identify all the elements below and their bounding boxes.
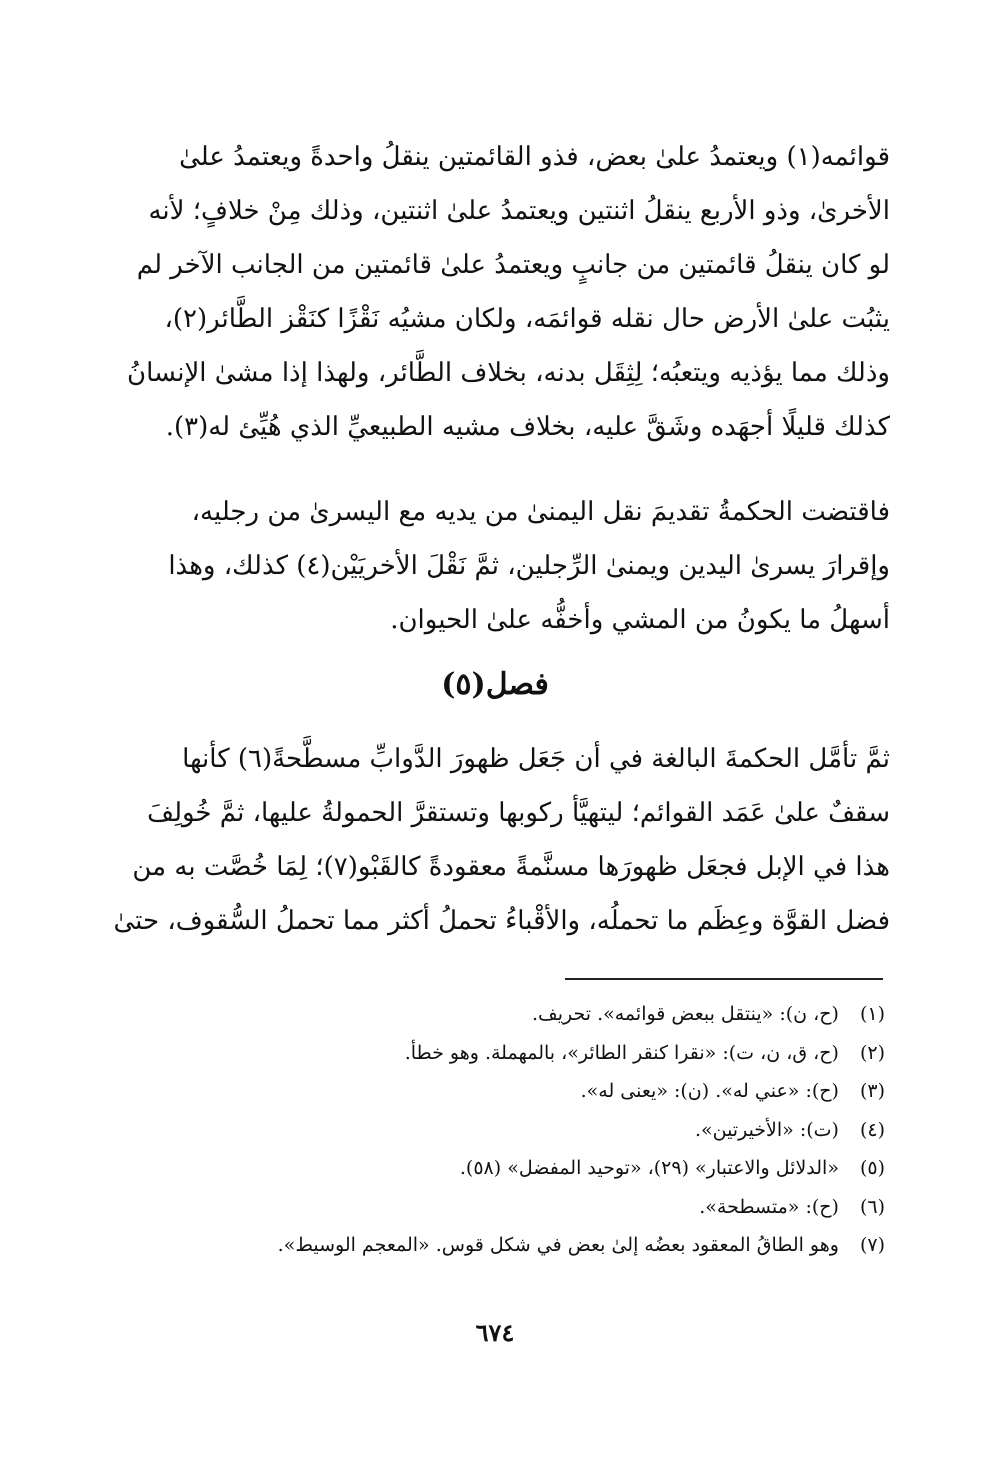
footnotes — [110, 995, 885, 1265]
text-line: هذا في الإبل فجعَل ظهورَها مسنَّمةً معقودةً كالقَبْو(٧)؛ لِمَا خُصَّت به من — [132, 852, 890, 882]
text-line: فاقتضت الحكمةُ تقديمَ نقل اليمنىٰ من يديه مع اليسرىٰ من رجليه، — [191, 497, 890, 527]
footnote — [110, 1034, 885, 1073]
text-line: الأخرىٰ، وذو الأربع ينقلُ اثنتين ويعتمدُ علىٰ اثنتين، وذلك مِنْ خلافٍ؛ لأنه — [148, 196, 890, 226]
text-line: كذلك قليلًا أجهَده وشَقَّ عليه، بخلاف مشيه الطبيعيِّ الذي هُيِّئ له(٣). — [165, 412, 890, 442]
footnote — [110, 1111, 885, 1150]
footnote-number: (٤) — [859, 1118, 885, 1141]
footnote-separator — [565, 978, 883, 980]
text-line: ثمَّ تأمَّل الحكمةَ البالغة في أن جَعَل ظهورَ الدَّوابِّ مسطَّحةً(٦) كأنها — [182, 744, 890, 774]
footnote-text: (ح، ن): «ينتقل ببعض قوائمه». تحريف. — [532, 1003, 839, 1025]
text-line: فضل القوَّة وعِظَم ما تحملُه، والأقْباءُ تحملُ أكثر مما تحملُ السُّقوف، حتىٰ — [113, 906, 890, 936]
footnote-text: (ح): «عني له». (ن): «يعنى له». — [580, 1080, 839, 1102]
paragraph-2 — [110, 485, 890, 647]
text-line: وذلك مما يؤذيه ويتعبُه؛ لِثِقَل بدنه، بخلاف الطَّائر، ولهذا إذا مشىٰ الإنسانُ — [127, 358, 890, 388]
text-line: لو كان ينقلُ قائمتين من جانبٍ ويعتمدُ علىٰ قائمتين من الجانب الآخر لم — [136, 250, 890, 280]
page-number: ٦٧٤ — [475, 1318, 515, 1347]
footnote-text: «الدلائل والاعتبار» (٢٩)، «توحيد المفضل» (٥٨). — [459, 1157, 839, 1179]
footnote-number: (٢) — [859, 1041, 885, 1064]
paragraph-1 — [110, 130, 890, 454]
footnote-number: (١) — [859, 1003, 885, 1025]
footnote-text: (ت): «الأخيرتين». — [694, 1118, 839, 1141]
text-line: يثبُت علىٰ الأرض حال نقله قوائمَه، ولكان مشيُه نَقْزًا كنَقْز الطَّائر(٢)، — [164, 304, 890, 334]
footnote-number: (٣) — [859, 1080, 885, 1102]
paragraph-3 — [110, 732, 890, 948]
text-line: أسهلُ ما يكونُ من المشي وأخفُّه علىٰ الحيوان. — [390, 605, 890, 635]
text-line: وإقرارَ يسرىٰ اليدين ويمنىٰ الرِّجلين، ثمَّ نَقْلَ الأخريَيْن(٤) كذلك، وهذا — [168, 551, 890, 581]
footnote — [110, 1072, 885, 1111]
footnote-text: وهو الطاقُ المعقود بعضُه إلىٰ بعض في شكل قوس. «المعجم الوسيط». — [277, 1234, 839, 1256]
footnote-text: (ح): «متسطحة». — [699, 1195, 839, 1218]
footnote — [110, 1226, 885, 1265]
footnote — [110, 995, 885, 1034]
footnote — [110, 1188, 885, 1227]
text-line: قوائمه(١) ويعتمدُ علىٰ بعض، فذو القائمتين ينقلُ واحدةً ويعتمدُ علىٰ — [179, 142, 890, 172]
text-line: سقفٌ علىٰ عَمَد القوائم؛ ليتهيَّأ ركوبها وتستقرَّ الحمولةُ عليها، ثمَّ خُولِفَ — [147, 798, 890, 828]
footnote-number: (٧) — [859, 1234, 885, 1256]
footnote — [110, 1149, 885, 1188]
footnote-number: (٦) — [859, 1195, 885, 1218]
footnote-text: (ح، ق، ن، ت): «نقرا كنقر الطائر»، بالمهملة. وهو خطأ. — [404, 1041, 839, 1064]
footnote-number: (٥) — [859, 1157, 885, 1179]
section-heading: فصل(٥) — [441, 667, 549, 702]
